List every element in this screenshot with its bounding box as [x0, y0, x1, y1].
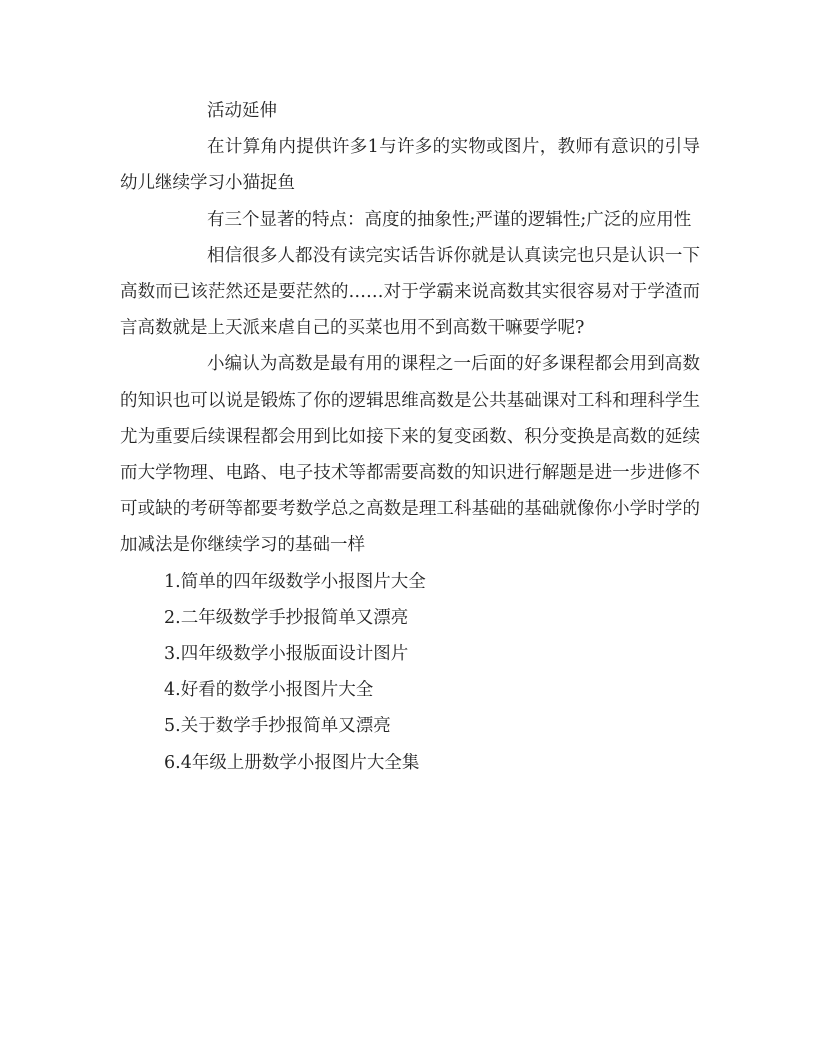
list-item: 3.四年级数学小报版面设计图片: [164, 644, 409, 665]
paragraph: 小编认为高数是最有用的课程之一后面的好多课程都会用到高数的知识也可以说是锻炼了你的逻辑思维高数是公共基础课对工科和理科学生尤为重要后续课程都会用到比如接下来的复变函数、积分变换是高数的延续而大学物理、电路、电子技术等都需要高数的知识进行解题是进一步进修不可或缺的考研等都要考数学总之高数是理工科基础的基础就像你小学时学的加减法是你继续学习的基础一样: [120, 354, 700, 556]
list-item: 5.关于数学手抄报简单又漂亮: [164, 716, 391, 737]
list-item: 6.4年级上册数学小报图片大全集: [164, 752, 420, 773]
related-list: [120, 564, 700, 781]
paragraph: 相信很多人都没有读完实话告诉你就是认真读完也只是认识一下高数而已该茫然还是要茫然的……对于学霸来说高数其实很容易对于学渣而言高数就是上天派来虐自己的买菜也用不到高数干嘛要学呢?: [120, 245, 700, 339]
list-item: 1.简单的四年级数学小报图片大全: [164, 571, 426, 592]
paragraph: 在计算角内提供许多1与许多的实物或图片，教师有意识的引导幼儿继续学习小猫捉鱼: [120, 137, 700, 194]
document-body: [120, 93, 700, 781]
list-item: 2.二年级数学手抄报简单又漂亮: [164, 607, 409, 628]
paragraph: 有三个显著的特点：高度的抽象性;严谨的逻辑性;广泛的应用性: [207, 209, 692, 230]
section-heading: 活动延伸: [207, 101, 277, 121]
list-item: 4.好看的数学小报图片大全: [164, 680, 374, 701]
